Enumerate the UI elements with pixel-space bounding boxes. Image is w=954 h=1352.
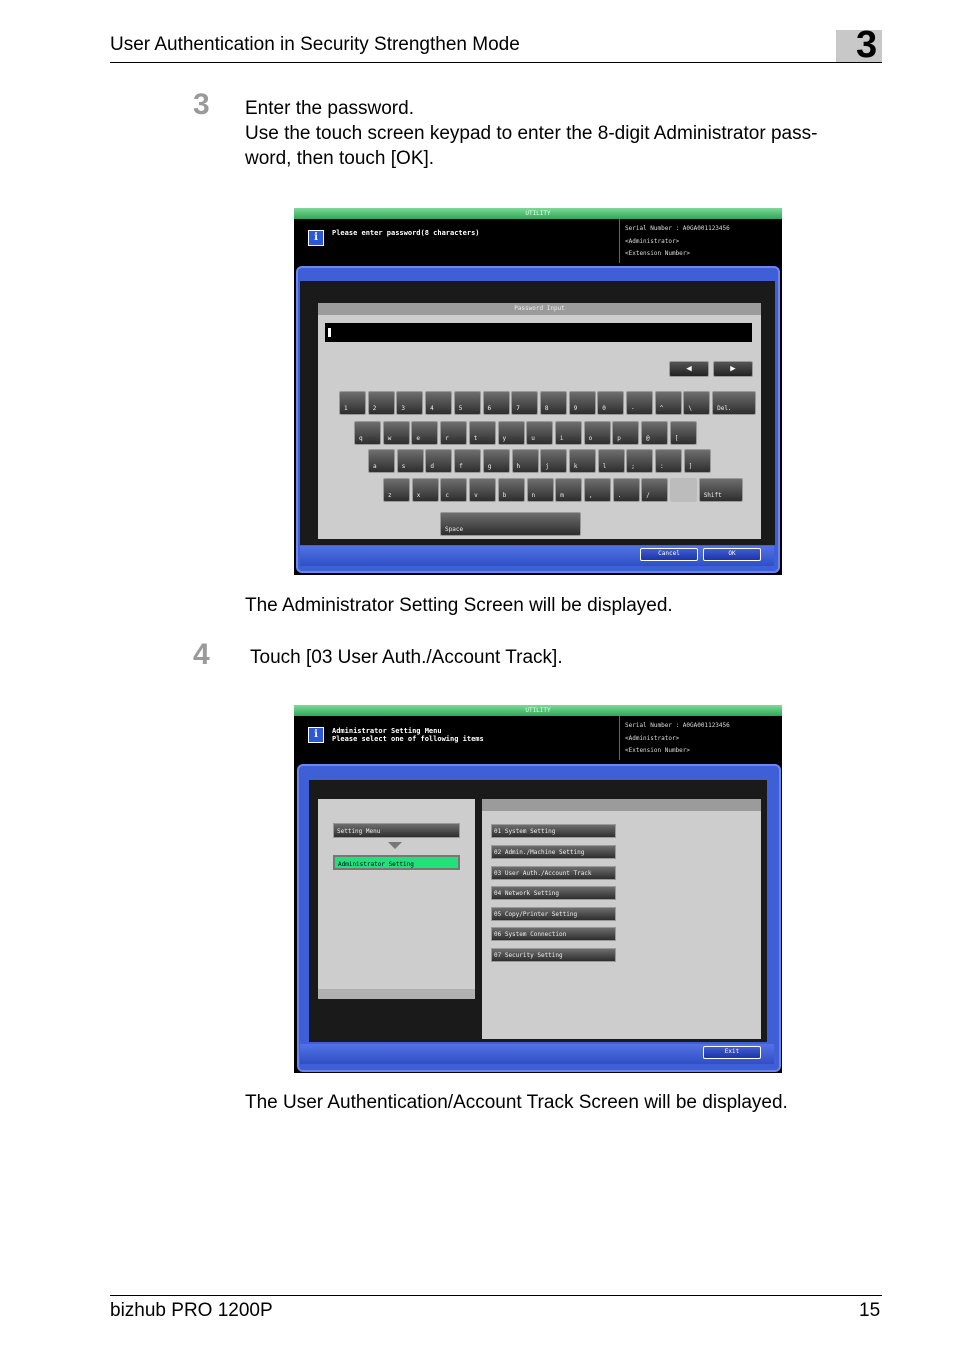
key[interactable] bbox=[425, 449, 452, 473]
key[interactable] bbox=[526, 421, 553, 445]
key-label: f bbox=[459, 463, 463, 470]
key-label: 8 bbox=[544, 405, 549, 412]
key-label: l bbox=[602, 463, 607, 470]
key-label: t bbox=[473, 435, 478, 442]
key[interactable] bbox=[411, 421, 438, 445]
key[interactable] bbox=[368, 449, 395, 473]
key[interactable] bbox=[670, 421, 697, 445]
key[interactable] bbox=[540, 391, 567, 415]
key[interactable] bbox=[454, 391, 481, 415]
key-label: d bbox=[430, 463, 435, 470]
key[interactable] bbox=[354, 421, 381, 445]
header-rule bbox=[110, 62, 882, 63]
key[interactable] bbox=[498, 421, 525, 445]
key[interactable] bbox=[512, 449, 539, 473]
key-label: ; bbox=[631, 463, 635, 470]
key[interactable] bbox=[584, 478, 611, 502]
key[interactable] bbox=[368, 391, 395, 415]
key[interactable] bbox=[454, 449, 481, 473]
key-label: . bbox=[617, 492, 622, 499]
key-label: @ bbox=[646, 435, 650, 442]
panel-footer-strip bbox=[318, 989, 475, 999]
key[interactable] bbox=[683, 391, 710, 415]
chapter-number: 3 bbox=[856, 24, 878, 66]
key-label: h bbox=[516, 463, 521, 470]
key-label: , bbox=[588, 492, 593, 499]
step-3-number: 3 bbox=[193, 88, 210, 121]
setting-menu-button[interactable]: Setting Menu bbox=[333, 823, 460, 838]
key-label: 1 bbox=[344, 405, 348, 412]
cursor-right-button[interactable]: ▶ bbox=[713, 361, 753, 377]
page-header-title: User Authentication in Security Strengthen Mode bbox=[110, 34, 520, 55]
key[interactable] bbox=[584, 421, 611, 445]
key[interactable] bbox=[339, 391, 366, 415]
ok-button[interactable]: OK bbox=[703, 548, 761, 561]
key-label: w bbox=[387, 435, 392, 442]
key[interactable] bbox=[612, 421, 639, 445]
key[interactable] bbox=[555, 478, 582, 502]
down-arrow-icon bbox=[388, 842, 402, 849]
key-label: - bbox=[631, 405, 635, 412]
key[interactable] bbox=[498, 478, 525, 502]
key[interactable] bbox=[440, 478, 467, 502]
key-label: Shift bbox=[703, 492, 722, 499]
key[interactable] bbox=[469, 421, 496, 445]
serial-number: Serial Number : A0GA001123456 bbox=[625, 225, 730, 232]
key-label: [ bbox=[674, 435, 679, 442]
menu-item-user-auth-account-track[interactable]: 03 User Auth./Account Track bbox=[491, 866, 616, 880]
key[interactable] bbox=[655, 449, 682, 473]
utility-bar: UTILITY bbox=[294, 208, 782, 219]
key-label: i bbox=[559, 435, 564, 442]
cursor-left-button[interactable]: ◀ bbox=[669, 361, 709, 377]
message-text: Please enter password(8 characters) bbox=[332, 229, 480, 237]
menu-item-network-setting[interactable]: 04 Network Setting bbox=[491, 886, 616, 900]
key-label: g bbox=[487, 463, 492, 470]
step-4-number: 4 bbox=[193, 638, 210, 671]
page-number: 15 bbox=[859, 1300, 881, 1321]
step-3-text bbox=[245, 96, 817, 171]
key-label: v bbox=[474, 492, 478, 499]
key[interactable] bbox=[641, 421, 668, 445]
menu-item-copy-printer-setting[interactable]: 05 Copy/Printer Setting bbox=[491, 907, 616, 921]
password-input[interactable] bbox=[325, 323, 752, 342]
blank-key bbox=[670, 478, 697, 502]
key-label: j bbox=[545, 463, 549, 470]
key-label: ] bbox=[688, 463, 693, 470]
key[interactable] bbox=[412, 478, 439, 502]
shift-key[interactable] bbox=[699, 478, 743, 502]
extension-number-label: <Extension Number> bbox=[625, 250, 691, 257]
delete-key[interactable] bbox=[712, 391, 756, 415]
key[interactable] bbox=[440, 421, 467, 445]
key-label: x bbox=[416, 492, 421, 499]
key[interactable] bbox=[626, 391, 653, 415]
key[interactable] bbox=[483, 449, 510, 473]
info-icon: i bbox=[308, 230, 324, 246]
administrator-label: <Administrator> bbox=[625, 238, 680, 245]
menu-navigation-panel bbox=[318, 799, 475, 999]
step-3-line-1: Enter the password. bbox=[245, 98, 414, 119]
key[interactable] bbox=[397, 449, 424, 473]
key-label: 7 bbox=[516, 405, 520, 412]
message-panel bbox=[294, 716, 619, 760]
key-label: n bbox=[531, 492, 536, 499]
key-label: r bbox=[445, 435, 449, 442]
password-input-screen bbox=[294, 208, 782, 575]
serial-panel bbox=[619, 716, 782, 760]
key[interactable] bbox=[684, 449, 711, 473]
key-label: \ bbox=[688, 405, 693, 412]
step-4-text: Touch [03 User Auth./Account Track]. bbox=[250, 647, 563, 668]
key[interactable] bbox=[383, 421, 410, 445]
key-label: b bbox=[502, 492, 507, 499]
key-label: o bbox=[588, 435, 593, 442]
space-key[interactable]: Space bbox=[440, 512, 581, 536]
key-label: s bbox=[401, 463, 406, 470]
key-label: 4 bbox=[430, 405, 434, 412]
key[interactable] bbox=[569, 449, 596, 473]
exit-button[interactable]: Exit bbox=[703, 1046, 761, 1059]
serial-number: Serial Number : A0GA001123456 bbox=[625, 722, 730, 729]
result-text-2: The User Authentication/Account Track Screen will be displayed. bbox=[245, 1092, 788, 1113]
key[interactable] bbox=[655, 391, 682, 415]
key-label: 0 bbox=[602, 405, 606, 412]
administrator-label: <Administrator> bbox=[625, 735, 680, 742]
extension-number-label: <Extension Number> bbox=[625, 747, 691, 754]
menu-item-system-connection[interactable]: 06 System Connection bbox=[491, 927, 616, 941]
key[interactable] bbox=[540, 449, 567, 473]
key-label: ^ bbox=[659, 405, 664, 412]
key-label: a bbox=[373, 463, 377, 470]
key-label: Del. bbox=[717, 405, 732, 412]
dialog-title: Password Input bbox=[318, 303, 761, 315]
key[interactable] bbox=[511, 391, 538, 415]
key-label: z bbox=[388, 492, 392, 499]
key-label: k bbox=[573, 463, 578, 470]
key-label: u bbox=[531, 435, 535, 442]
key[interactable] bbox=[527, 478, 554, 502]
administrator-setting-button[interactable]: Administrator Setting bbox=[333, 855, 460, 870]
key[interactable] bbox=[597, 391, 624, 415]
panel-header-strip bbox=[482, 799, 761, 811]
step-3-line-3: word, then touch [OK]. bbox=[245, 148, 435, 169]
key-label: : bbox=[660, 463, 664, 470]
key[interactable] bbox=[555, 421, 582, 445]
key-label: 6 bbox=[487, 405, 492, 412]
key[interactable] bbox=[483, 391, 510, 415]
key-label: 5 bbox=[458, 405, 463, 412]
key[interactable] bbox=[383, 478, 410, 502]
key-label: m bbox=[560, 492, 564, 499]
result-text-1: The Administrator Setting Screen will be displayed. bbox=[245, 595, 673, 616]
message-panel bbox=[294, 219, 619, 263]
info-icon: i bbox=[308, 727, 324, 743]
cancel-button[interactable]: Cancel bbox=[640, 548, 698, 561]
key[interactable] bbox=[626, 449, 653, 473]
key[interactable] bbox=[613, 478, 640, 502]
key[interactable] bbox=[641, 478, 668, 502]
key-label: 2 bbox=[372, 405, 377, 412]
key-label: 3 bbox=[401, 405, 406, 412]
password-dialog bbox=[318, 303, 761, 539]
key-label: p bbox=[617, 435, 621, 442]
footer-rule bbox=[110, 1295, 882, 1296]
utility-bar: UTILITY bbox=[294, 705, 782, 716]
menu-item-system-setting[interactable]: 01 System Setting bbox=[491, 824, 616, 838]
footer-product: bizhub PRO 1200P bbox=[110, 1300, 273, 1321]
key-label: y bbox=[502, 435, 507, 442]
key[interactable] bbox=[469, 478, 496, 502]
key-label: e bbox=[416, 435, 421, 442]
key[interactable] bbox=[598, 449, 625, 473]
key-label: c bbox=[445, 492, 450, 499]
key-label: / bbox=[646, 492, 650, 499]
menu-item-security-setting[interactable]: 07 Security Setting bbox=[491, 948, 616, 962]
serial-panel bbox=[619, 219, 782, 263]
key-label: q bbox=[359, 435, 363, 442]
text-cursor bbox=[328, 328, 331, 337]
key[interactable] bbox=[569, 391, 596, 415]
menu-items-panel bbox=[482, 799, 761, 1039]
menu-item-admin-machine-setting[interactable]: 02 Admin./Machine Setting bbox=[491, 845, 616, 859]
key[interactable] bbox=[396, 391, 423, 415]
key-label: 9 bbox=[573, 405, 578, 412]
step-3-line-2: Use the touch screen keypad to enter the 8-digit Administrator pass- bbox=[245, 123, 818, 144]
administrator-setting-screen bbox=[294, 705, 782, 1073]
key[interactable] bbox=[425, 391, 452, 415]
message-text: Administrator Setting Menu Please select one of following items bbox=[332, 727, 484, 743]
